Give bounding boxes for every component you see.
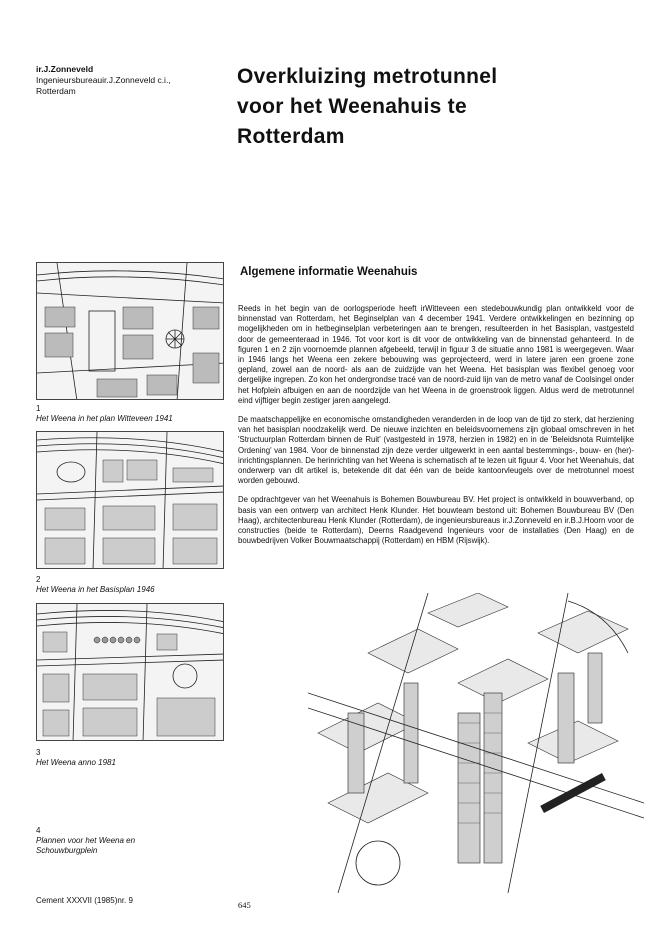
paragraph-2: De maatschappelijke en economische omstandigheden veranderden in de loop van de tijd zo sterk, dat herziening van het basisplan noodzakelijk werd. De nieuwe inzichten en beleidsvoornemens zijn globaal omschreven in het 'Structuurplan Rotterdam binnen de Ruit' (vastgesteld in 1978, herzien in 1982) en in de 'Beleidsnota Ruimtelijke Ordening' van 1984. Voor de binnenstad zijn deze verder uitgewerkt in een aantal bestemmings-, bouw- en (her)-inrichtingsplannen. De herinrichting van het Weena is schematisch af te lezen uit figuur 4. Voor het Weenahuis, dat onderwerp van dit artikel is, betekende dit dat één van de beide kantoorvleugels over de metrotunnel moest worden gebouwd. <box>238 415 634 486</box>
figure-2-number: 2 <box>36 575 41 584</box>
figure-2-caption: Het Weena in het Basisplan 1946 <box>36 585 155 594</box>
title-line-3: Rotterdam <box>237 125 345 148</box>
author-name: ir.J.Zonneveld <box>36 64 94 74</box>
figure-4-caption <box>36 836 226 856</box>
paragraph-3: De opdrachtgever van het Weenahuis is Bohemen Bouwbureau BV. Het project is ontwikkeld in bouwverband, op basis van een ontwerp van architect Henk Klunder. Het bouwteam bestond uit: Bohemen Bouwbureau BV (Den Haag), architectenbureau Henk Klunder (Rotterdam), de ingenieursbureaus ir.J.Zonneveld en ir.B.J.Hoorn voor de constructies (beide te Rotterdam), Deerns Raadgevend Ingenieurs voor de installaties (Den Haag) en de bouwbedrijven Volker Bouwmaatschappij (Rotterdam) en HBM (Rijswijk). <box>238 495 634 546</box>
figure-3-number: 3 <box>36 748 41 757</box>
figure-3-map <box>36 603 224 741</box>
figure-2-map <box>36 431 224 569</box>
figure-4-number: 4 <box>36 826 41 835</box>
article-body <box>238 304 634 555</box>
page-number: 645 <box>238 900 251 910</box>
article-title <box>237 62 637 152</box>
paragraph-1: Reeds in het begin van de oorlogsperiode heeft irWitteveen een stedebouwkundig plan ontwikkeld voor de binnenstad van Rotterdam, het Beginselplan van 4 december 1941. Verdere ontwikkelingen en bezinning op mogelijkheden om in hetbeginselplan verbeteringen aan te brengen, resulteerden in het Basisplan, vastgesteld door de gemeenteraad in 1946. Tot voor kort is dit voor de ontwikkeling van de binnenstad gehanteerd. In de figuren 1 en 2 zijn voornoemde plannen afgebeeld, terwijl in figuur 3 de situatie anno 1981 is weergegeven. Waar in 1946 langs het Weena een zekere bebouwing was geprojecteerd, werd in latere jaren een groene zone gepland, zowel aan de noord- als aan de zuidzijde van het Weena. Het basisplan was flexibel genoeg voor dergelijke ingrepen. Zo kon het ondergrondse tracé van de noord-zuid lijn van de metro vanaf de Coolsingel onder het Hofplein afbuigen en aan de noordzijde van het Weena in de groenstrook liggen. Aldus werd de metrotunnel eind vijftiger begin zestiger jaren aangelegd. <box>238 304 634 405</box>
author-block <box>36 64 226 97</box>
figure-1-map <box>36 262 224 400</box>
figure-1-caption: Het Weena in het plan Witteveen 1941 <box>36 414 173 423</box>
figure-3-caption: Het Weena anno 1981 <box>36 758 116 767</box>
figure-4-caption-line-2: Schouwburgplein <box>36 846 98 855</box>
figure-1-number: 1 <box>36 404 41 413</box>
journal-footer: Cement XXXVII (1985)nr. 9 <box>36 896 133 905</box>
figure-4-caption-line-1: Plannen voor het Weena en <box>36 836 136 845</box>
author-city: Rotterdam <box>36 86 76 96</box>
author-affiliation: Ingenieursbureauir.J.Zonneveld c.i., <box>36 75 171 85</box>
perspective-drawing <box>308 593 644 893</box>
title-line-2: voor het Weenahuis te <box>237 95 467 118</box>
section-heading: Algemene informatie Weenahuis <box>240 266 418 278</box>
title-line-1: Overkluizing metrotunnel <box>237 65 498 88</box>
